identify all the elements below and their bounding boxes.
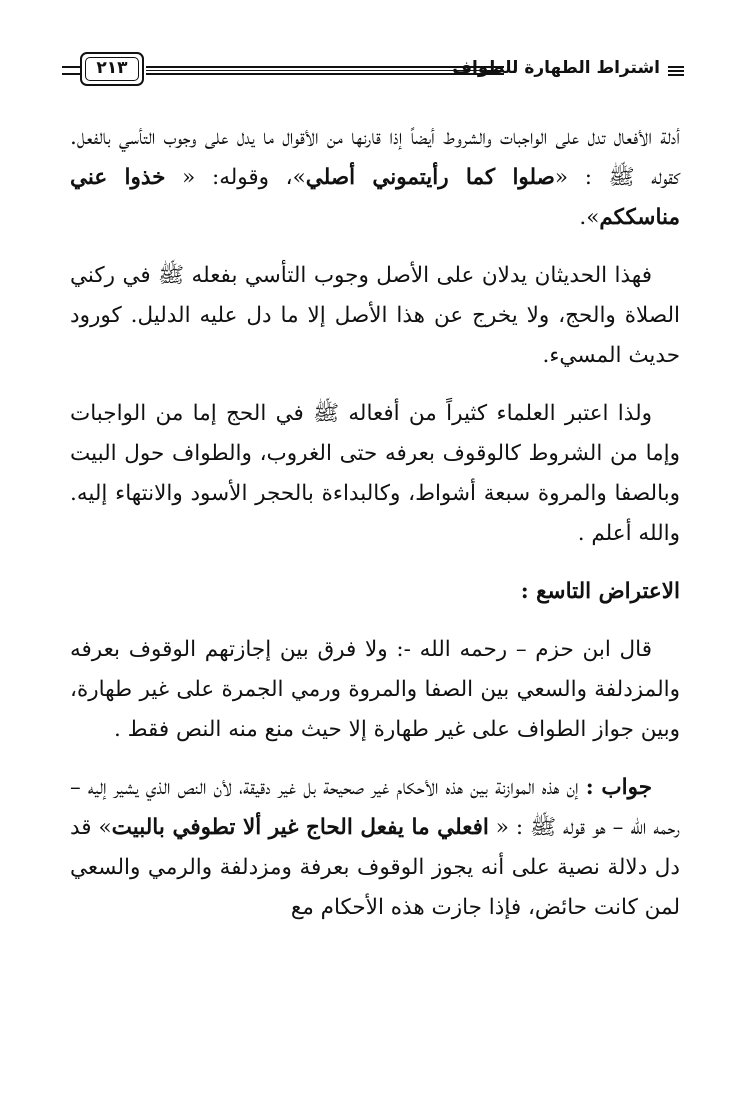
paragraph-5-text-a: إن هذه الموازنة بين هذه الأحكام غير صحيحة بل غير دقيقة، لأن النص الذي يشير إليه – رحمه الله – هو قوله ﷺ : «: [70, 775, 680, 840]
hadith-quote-pray: صلوا كما رأيتموني أصلي: [305, 165, 555, 190]
paragraph-1-text-a: أدلة الأفعال تدل على الواجبات والشروط أيضاً إذا قارنها من الأقوال ما يدل على وجوب التأسي بالفعل. كقوله ﷺ : «: [70, 125, 680, 190]
answer-label: جواب :: [585, 775, 652, 800]
hadith-quote-tawaf: افعلي ما يفعل الحاج غير ألا تطوفي بالبيت: [111, 815, 489, 840]
header-title: اشتراط الطهارة للطواف: [452, 58, 660, 78]
paragraph-1-text-b: »، وقوله: «: [165, 165, 306, 190]
header-rule: [146, 66, 504, 75]
paragraph-1-text-c: ».: [579, 205, 600, 230]
hadith-quote-rites: خذوا عني مناسككم: [70, 165, 680, 230]
paragraph-5: [70, 768, 680, 928]
paragraph-2: فهذا الحديثان يدلان على الأصل وجوب التأسي بفعله ﷺ في ركني الصلاة والحج، ولا يخرج عن هذا الأصل إلا ما دل عليه الدليل. كورود حديث المسيء.: [70, 263, 680, 368]
running-header: [62, 52, 684, 88]
paragraph-4: قال ابن حزم – رحمه الله -: ولا فرق بين إجازتهم الوقوف بعرفه والمزدلفة والسعي بين الصفا والمروة ورمي الجمرة على غير طهارة، وبين جواز الطواف على غير طهارة إلا حيث منع منه النص فقط .: [70, 637, 680, 742]
paragraph-3: ولذا اعتبر العلماء كثيراً من أفعاله ﷺ في الحج إما من الواجبات وإما من الشروط كالوقوف بعرفه حتى الغروب، والطواف حول البيت وبالصفا والمروة سبعة أشواط، وكالبداءة بالحجر الأسود والانتهاء إليه. والله أعلم .: [70, 401, 680, 546]
header-ornament-lines-icon: [668, 66, 684, 77]
section-heading: الاعتراض التاسع :: [520, 579, 680, 604]
paragraph-1: [70, 118, 680, 238]
header-left-rule: [62, 66, 80, 75]
paragraph-5-text-b: » قد دل دلالة نصية على أنه يجوز الوقوف بعرفة ومزدلفة والرمي والسعي لمن كانت حائض، فإذا جازت هذه الأحكام مع: [70, 815, 680, 920]
page-body: [70, 118, 680, 946]
page-number: ٢١٣: [80, 52, 144, 86]
